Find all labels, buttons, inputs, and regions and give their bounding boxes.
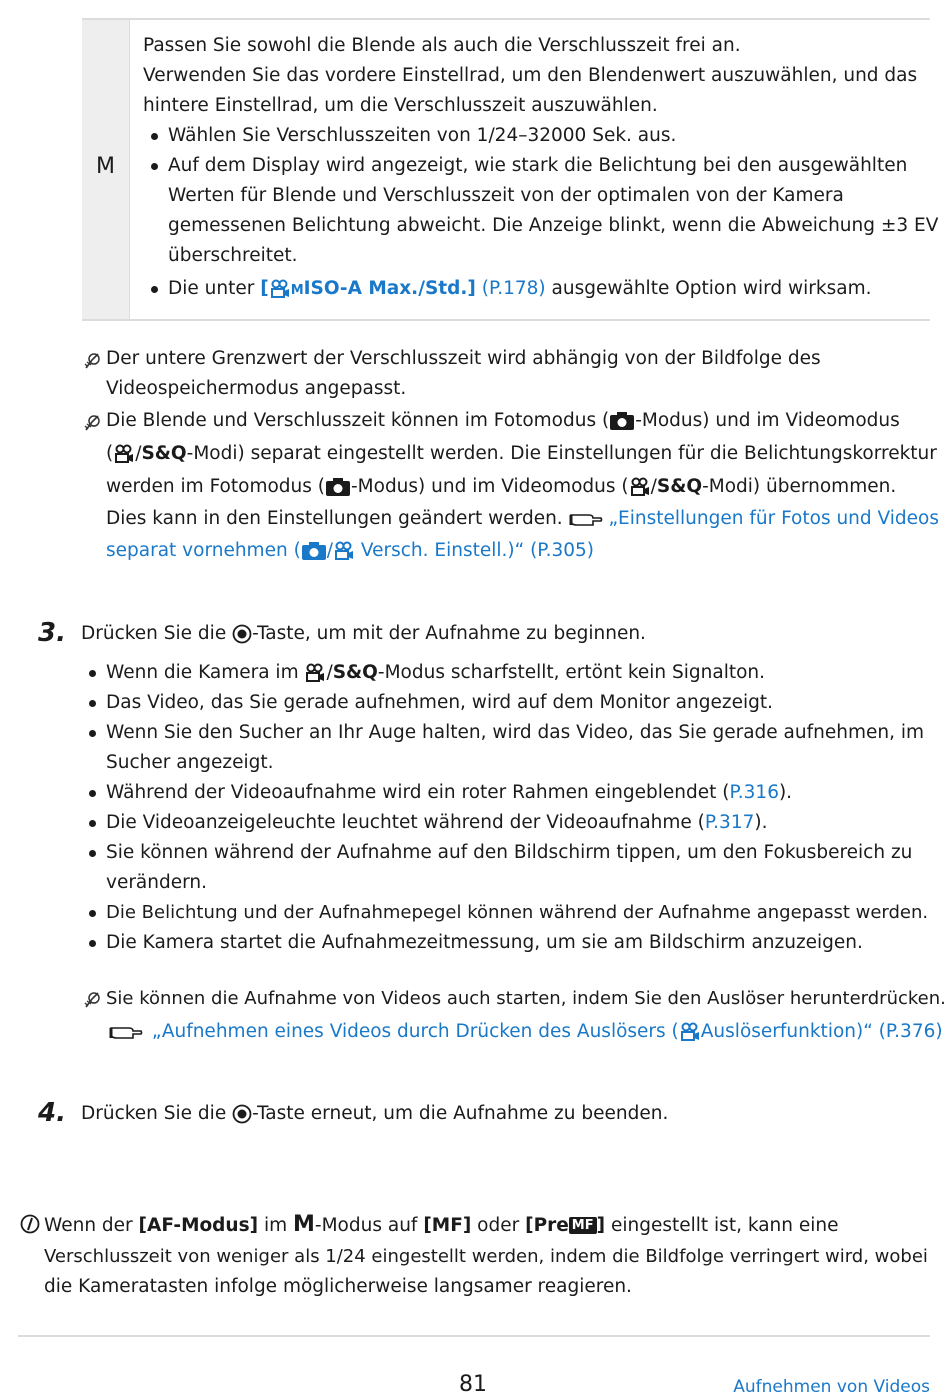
- step-3-bullet-4: Während der Videoaufnahme wird ein roter Rahmen eingeblendet (P.316).: [106, 782, 793, 803]
- photo-camera-icon: [609, 411, 635, 431]
- mode-bullet-2-line-4: überschreitet.: [168, 245, 298, 266]
- bullet-dot: [151, 286, 158, 293]
- hint1-line-1: Der untere Grenzwert der Verschlusszeit wird abhängig von der Bildfolge des: [106, 348, 821, 369]
- movie-camera-icon: [679, 1022, 701, 1042]
- bullet-dot: [151, 133, 158, 140]
- mode-line-1: Passen Sie sowohl die Blende als auch die Verschlusszeit frei an.: [143, 35, 741, 56]
- table-bottom-rule: [82, 319, 930, 321]
- step-3-hint-link-line: [106, 1017, 943, 1047]
- bullet-dot: [89, 790, 96, 797]
- hint-icon: [82, 412, 104, 434]
- page-link-317[interactable]: P.317: [704, 812, 755, 833]
- bullet-dot: [89, 670, 96, 677]
- link-shutter-release-recording[interactable]: „Aufnehmen eines Videos durch Drücken des Auslösers ( Auslöserfunktion)“ (P.376): [151, 1021, 943, 1042]
- sq-mode-label: S&Q: [332, 662, 378, 683]
- mf-badge: MF: [569, 1217, 597, 1234]
- reference-hand-icon: [106, 1023, 146, 1041]
- mode-bullet-1: Wählen Sie Verschlusszeiten von 1/24–32000 Sek. aus.: [168, 125, 677, 146]
- movie-camera-icon: [629, 477, 651, 497]
- caution-icon: [20, 1214, 40, 1234]
- step-3-bullet-6-line-1: Sie können während der Aufnahme auf den Bildschirm tippen, um den Fokusbereich zu: [106, 842, 913, 863]
- step-3-bullet-8: Die Kamera startet die Aufnahmezeitmessung, um sie am Bildschirm anzuzeigen.: [106, 932, 863, 953]
- step-4-number: 4.: [38, 1098, 66, 1128]
- iso-a-max-link[interactable]: [ MISO-A Max./Std.]: [260, 278, 476, 299]
- hint2-line-5: [106, 536, 594, 566]
- step-3-bullet-1: Wenn die Kamera im /S&Q-Modus scharfstellt, ertönt kein Signalton.: [106, 662, 766, 683]
- bullet-dot: [89, 910, 96, 917]
- mode-label: M: [96, 154, 115, 179]
- footer-rule: [18, 1335, 930, 1337]
- photo-camera-icon: [301, 541, 327, 561]
- note-line-3: die Kameratasten infolge möglicherweise langsamer reagieren.: [44, 1276, 632, 1297]
- record-button-icon: [232, 624, 252, 644]
- page-link-178[interactable]: (P.178): [475, 278, 546, 299]
- mode-bullet-3: Die unter [ MISO-A Max./Std.] (P.178) ausgewählte Option wird wirksam.: [168, 278, 872, 299]
- page-number: 81: [459, 1372, 487, 1397]
- note-line-1: Wenn der [AF-Modus] im M-Modus auf [MF] oder [Pre MF ] eingestellt ist, kann eine: [44, 1212, 839, 1237]
- step-3-bullet-7: Die Belichtung und der Aufnahmepegel können während der Aufnahme angepasst werden.: [106, 902, 929, 923]
- step-3-bullet-3-line-1: Wenn Sie den Sucher an Ihr Auge halten, wird das Video, das Sie gerade aufnehmen, im: [106, 722, 924, 743]
- link-separate-settings[interactable]: „Einstellungen für Fotos und Videos: [608, 508, 940, 529]
- step-3-bullet-3-line-2: Sucher angezeigt.: [106, 752, 274, 773]
- mode-bullet-2-line-3: gemessenen Belichtung abweicht. Die Anzeige blinkt, wenn die Abweichung ±3 EV: [168, 215, 939, 236]
- hint2-line-4: Dies kann in den Einstellungen geändert werden. „Einstellungen für Fotos und Videos: [106, 508, 940, 529]
- bullet-dot: [89, 940, 96, 947]
- step-3-bullet-5: Die Videoanzeigeleuchte leuchtet während der Videoaufnahme (P.317).: [106, 812, 768, 833]
- movie-camera-icon: [333, 541, 355, 561]
- hint-icon: [82, 350, 104, 372]
- sq-mode-label: S&Q: [141, 443, 187, 464]
- photo-camera-icon: [325, 477, 351, 497]
- step-3-number: 3.: [38, 618, 66, 648]
- bullet-dot: [89, 700, 96, 707]
- hint2-line-2: ( /S&Q-Modi) separat eingestellt werden. Die Einstellungen für die Belichtungskorrektur: [106, 443, 937, 464]
- movie-camera-icon: [304, 663, 326, 683]
- bullet-dot: [89, 850, 96, 857]
- mode-bullet-2-line-1: Auf dem Display wird angezeigt, wie stark die Belichtung bei den ausgewählten: [168, 155, 908, 176]
- footer-section-link[interactable]: Aufnehmen von Videos: [733, 1377, 930, 1397]
- step-3-title: Drücken Sie die -Taste, um mit der Aufnahme zu beginnen.: [81, 623, 646, 644]
- mode-bullet-2-line-2: Werten für Blende und Verschlusszeit von der optimalen von der Kamera: [168, 185, 844, 206]
- step-3-bullet-2: Das Video, das Sie gerade aufnehmen, wird auf dem Monitor angezeigt.: [106, 692, 773, 713]
- note-line-2: Verschlusszeit von weniger als 1/24 eingestellt werden, indem die Bildfolge verringert wird, wobei: [44, 1246, 928, 1267]
- mode-line-2: Verwenden Sie das vordere Einstellrad, um den Blendenwert auszuwählen, und das: [143, 65, 918, 86]
- bullet-dot: [151, 163, 158, 170]
- step-3-hint: Sie können die Aufnahme von Videos auch starten, indem Sie den Auslöser herunterdrücken.: [106, 988, 946, 1009]
- table-top-rule: [82, 18, 930, 20]
- hint-icon: [82, 989, 104, 1011]
- bullet-dot: [89, 820, 96, 827]
- bullet-dot: [89, 730, 96, 737]
- step-3-bullet-6-line-2: verändern.: [106, 872, 208, 893]
- mode-line-3: hintere Einstellrad, um die Verschlusszeit auszuwählen.: [143, 95, 658, 116]
- step-4-title: Drücken Sie die -Taste erneut, um die Aufnahme zu beenden.: [81, 1103, 669, 1124]
- hint1-line-2: Videospeichermodus angepasst.: [106, 378, 407, 399]
- hint2-line-3: werden im Fotomodus ( -Modus) und im Videomodus ( /S&Q-Modi) übernommen.: [106, 476, 897, 497]
- reference-hand-icon: [569, 510, 603, 528]
- movie-camera-icon: [269, 279, 291, 299]
- movie-camera-icon: [113, 444, 135, 464]
- link-separate-settings-cont[interactable]: separat vornehmen ( / Versch. Einstell.)“ (P.305): [106, 540, 594, 561]
- sq-mode-label: S&Q: [656, 476, 703, 497]
- page-link-316[interactable]: P.316: [729, 782, 779, 803]
- record-button-icon: [232, 1104, 252, 1124]
- hint2-line-1: Die Blende und Verschlusszeit können im Fotomodus ( -Modus) und im Videomodus: [106, 410, 900, 431]
